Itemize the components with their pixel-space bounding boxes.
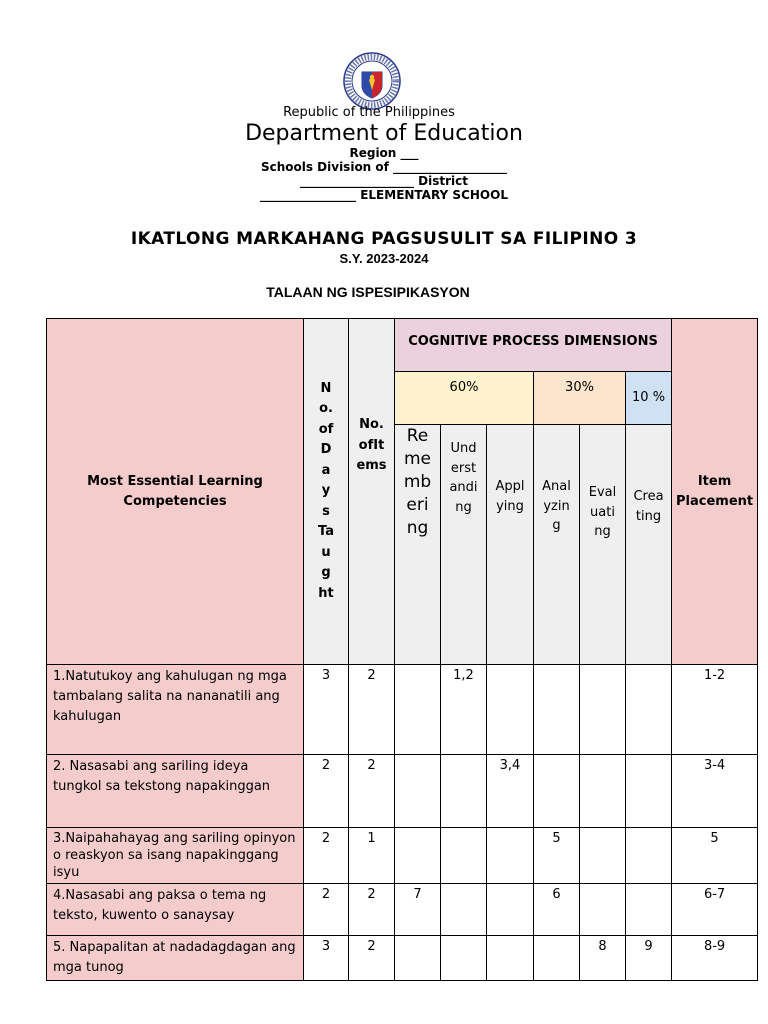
evaluating-cell <box>580 884 626 936</box>
table-title: TALAAN NG ISPESIPIKASYON <box>266 284 470 300</box>
items-cell: 2 <box>349 755 395 828</box>
pct-10-header: 10 % <box>626 372 672 425</box>
competency-cell: 5. Napapalitan at nadadagdagan ang mga tunog <box>47 936 304 981</box>
level-applying: Applying <box>487 425 534 665</box>
remembering-cell: 7 <box>395 884 441 936</box>
remembering-cell <box>395 828 441 884</box>
analyzing-cell <box>534 665 580 755</box>
analyzing-cell <box>534 755 580 828</box>
item-placement-header: Item Placement <box>672 319 758 665</box>
creating-cell: 9 <box>626 936 672 981</box>
competency-cell: 4.Nasasabi ang paksa o tema ng teksto, kuwento o sanaysay <box>47 884 304 936</box>
applying-cell <box>487 665 534 755</box>
creating-cell <box>626 828 672 884</box>
level-creating: Creating <box>626 425 672 665</box>
analyzing-cell: 6 <box>534 884 580 936</box>
creating-cell <box>626 755 672 828</box>
cognitive-dimensions-header: COGNITIVE PROCESS DIMENSIONS <box>395 319 672 372</box>
applying-cell <box>487 884 534 936</box>
analyzing-cell <box>534 936 580 981</box>
evaluating-cell <box>580 665 626 755</box>
understanding-cell <box>441 828 487 884</box>
school-year: S.Y. 2023-2024 <box>339 251 429 266</box>
days-cell: 2 <box>304 755 349 828</box>
level-evaluating: Evaluating <box>580 425 626 665</box>
evaluating-cell <box>580 755 626 828</box>
table-row <box>47 828 758 884</box>
evaluating-cell: 8 <box>580 936 626 981</box>
placement-cell: 8-9 <box>672 936 758 981</box>
placement-cell: 3-4 <box>672 755 758 828</box>
no-of-items-header: No.ofItems <box>349 319 395 665</box>
level-understanding: Understanding <box>441 425 487 665</box>
specification-table <box>46 318 758 981</box>
pct-30-header: 30% <box>534 372 626 425</box>
days-cell: 3 <box>304 936 349 981</box>
understanding-cell <box>441 884 487 936</box>
creating-cell <box>626 665 672 755</box>
understanding-cell: 1,2 <box>441 665 487 755</box>
school-line: ________________ ELEMENTARY SCHOOL <box>260 188 508 202</box>
applying-cell <box>487 936 534 981</box>
items-cell: 2 <box>349 884 395 936</box>
competencies-header: Most Essential Learning Competencies <box>47 319 304 665</box>
evaluating-cell <box>580 828 626 884</box>
creating-cell <box>626 884 672 936</box>
understanding-cell <box>441 936 487 981</box>
placement-cell: 6-7 <box>672 884 758 936</box>
table-row <box>47 665 758 755</box>
exam-title: IKATLONG MARKAHANG PAGSUSULIT SA FILIPINO 3 <box>130 229 638 249</box>
days-cell: 3 <box>304 665 349 755</box>
deped-seal-icon <box>343 52 401 110</box>
applying-cell: 3,4 <box>487 755 534 828</box>
table-row <box>47 936 758 981</box>
applying-cell <box>487 828 534 884</box>
region-line: Region ___ <box>349 146 419 160</box>
competency-cell: 2. Nasasabi ang sariling ideya tungkol sa tekstong napakinggan <box>47 755 304 828</box>
placement-cell: 5 <box>672 828 758 884</box>
republic-text: Republic of the Philippines <box>283 105 455 120</box>
pct-60-header: 60% <box>395 372 534 425</box>
level-remembering: Remembering <box>395 425 441 665</box>
competency-cell: 1.Natutukoy ang kahulugan ng mga tambalang salita na nananatili ang kahulugan <box>47 665 304 755</box>
analyzing-cell: 5 <box>534 828 580 884</box>
items-cell: 2 <box>349 665 395 755</box>
remembering-cell <box>395 936 441 981</box>
level-analyzing: Analyzing <box>534 425 580 665</box>
items-cell: 2 <box>349 936 395 981</box>
division-line: Schools Division of ___________________ <box>260 160 508 174</box>
department-title: Department of Education <box>245 121 523 146</box>
understanding-cell <box>441 755 487 828</box>
placement-cell: 1-2 <box>672 665 758 755</box>
competency-cell: 3.Naipahahayag ang sariling opinyon o reaskyon sa isang napakinggang isyu <box>47 828 304 884</box>
table-row <box>47 884 758 936</box>
district-line: ___________________ District <box>299 174 468 188</box>
remembering-cell <box>395 665 441 755</box>
days-cell: 2 <box>304 884 349 936</box>
days-cell: 2 <box>304 828 349 884</box>
table-row <box>47 755 758 828</box>
days-taught-header: No.ofDaysTaught <box>304 319 349 665</box>
remembering-cell <box>395 755 441 828</box>
items-cell: 1 <box>349 828 395 884</box>
